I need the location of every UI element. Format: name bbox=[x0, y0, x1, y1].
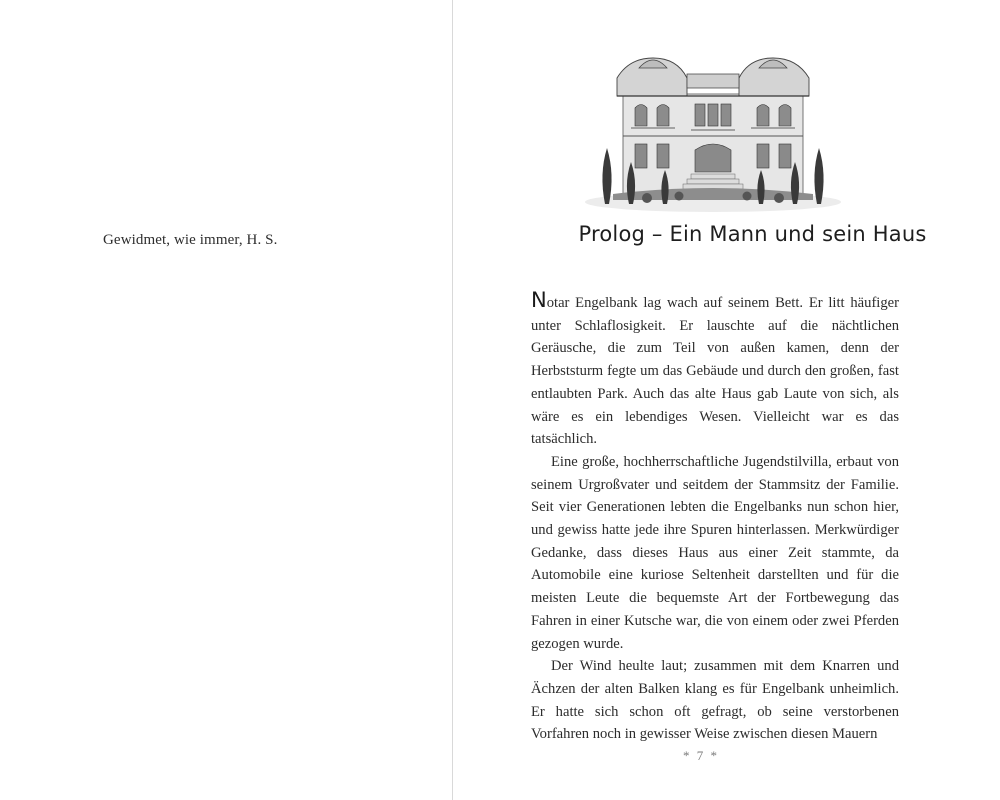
dropcap-letter: N bbox=[531, 288, 547, 312]
right-page bbox=[453, 0, 1000, 800]
paragraph-3: Der Wind heulte laut; zusammen mit dem Knarren und Ächzen der alten Balken klang es für Engelbank unheimlich. Er hatte sich schon oft gefragt, ob seine verstorbenen Vorfahren noch in gewisser Weise zwischen diesen Mauern bbox=[531, 658, 899, 743]
villa-illustration bbox=[583, 44, 843, 216]
paragraph-2: Eine große, hochherrschaftliche Jugendstilvilla, erbaut von seinem Urgroßvater und seitdem der Stammsitz der Familie. Seit vier Generationen lebten die Engelbanks nun schon hier, und gewiss hatte jede ihre Spuren hinterlassen. Merkwürdiger Gedanke, dass dieses Haus aus einer Zeit stammte, da Automobile eine kuriose Seltenheit darstellten und für die meisten Leute die bequemste Art der Fortbewegung das Fahren in einer Kutsche war, die von einem oder zwei Pferden gezogen wurde. bbox=[531, 453, 899, 652]
paragraph-1-text: otar Engelbank lag wach auf seinem Bett. Er litt häufiger unter Schlaflosigkeit. Er lauschte auf die nächtlichen Geräusche, die zum Teil von außen kamen, denn der Herbststurm fegte um das Gebäude und durch den großen, fast entlaubten Park. Auch das alte Haus gab Laute von sich, als wäre es ein lebendiges Wesen. Vielleicht war es das tatsächlich. bbox=[531, 295, 899, 448]
left-page bbox=[0, 0, 452, 800]
paragraph-1 bbox=[531, 290, 899, 451]
page-number: * 7 * bbox=[683, 748, 719, 763]
body-text bbox=[531, 290, 899, 746]
chapter-title: Prolog – Ein Mann und sein Haus bbox=[578, 222, 927, 246]
dedication-text: Gewidmet, wie immer, H. S. bbox=[103, 232, 278, 248]
